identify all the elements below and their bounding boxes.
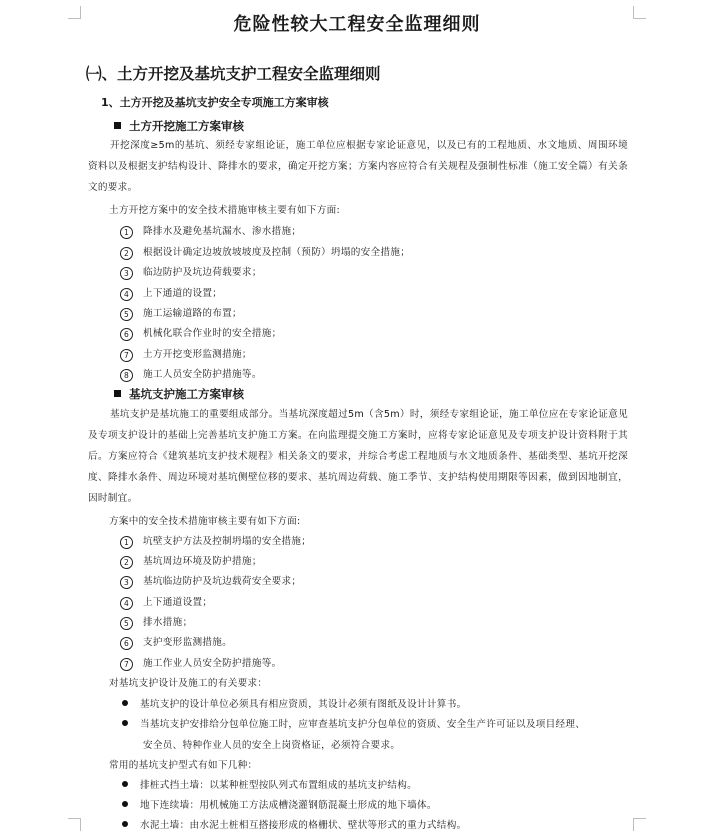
- circled-number: 7: [120, 658, 133, 671]
- list-item: 2 根据设计确定边坡放坡坡度及控制（预防）坍塌的安全措施；: [120, 244, 410, 260]
- paragraph-excavation: 开挖深度≥5m的基坑、须经专家组论证，施工单位应根据专家论证意见，以及已有的工程地质、水文地质、周围环境资料以及根据支护结构设计、降排水的要求，确定开挖方案；方案内容应符合有关规程及强制性标准（施工安全篇）有关条文的要求。: [88, 140, 628, 193]
- round-bullet-icon: [122, 821, 128, 827]
- circled-number: 7: [120, 349, 133, 362]
- circled-number: 1: [120, 226, 133, 239]
- list-item: 3 临边防护及坑边荷载要求；: [120, 264, 262, 280]
- bullet-item-continuation: 安全员、特种作业人员的安全上岗资格证，必须符合要求。: [143, 740, 401, 751]
- page-corner-mark: [68, 818, 81, 831]
- list-item: 3 基坑临边防护及坑边载荷安全要求；: [120, 573, 301, 589]
- list-intro: 土方开挖方案中的安全技术措施审核主要有如下方面:: [109, 205, 341, 216]
- circled-number: 4: [120, 597, 133, 610]
- bullet-item: 水泥土墙：由水泥土桩相互搭接形成的格栅状、壁状等形式的重力式结构。: [120, 817, 467, 831]
- circled-number: 8: [120, 369, 133, 382]
- circled-number: 3: [120, 576, 133, 589]
- list-item: 1 降排水及避免基坑漏水、渗水措施；: [120, 223, 301, 239]
- bullet-item: 当基坑支护安排给分包单位施工时，应审查基坑支护分包单位的资质、安全生产许可证以及项目经理、: [120, 716, 585, 730]
- list-item: 7 施工作业人员安全防护措施等。: [120, 655, 282, 671]
- round-bullet-icon: [122, 720, 128, 726]
- bullet-item: 地下连续墙：用机械施工方法成槽浇灌钢筋混凝土形成的地下墙体。: [120, 797, 437, 811]
- subsection-heading: 1、土方开挖及基坑支护安全专项施工方案审核: [101, 96, 329, 109]
- requirements-intro: 对基坑支护设计及施工的有关要求：: [109, 678, 268, 689]
- list-item: 5 施工运输道路的布置；: [120, 305, 242, 321]
- circled-number: 4: [120, 288, 133, 301]
- round-bullet-icon: [122, 801, 128, 807]
- square-bullet-icon: [114, 390, 121, 397]
- list-item: 8 施工人员安全防护措施等。: [120, 366, 262, 382]
- paragraph-support: 基坑支护是基坑施工的重要组成部分。当基坑深度超过5m（含5m）时，须经专家组论证，施工单位应在专家论证意见及专项支护设计的基础上完善基坑支护施工方案。在向监理提交施工方案时，应将专家论证意见及专项支护设计资料附于其后。方案应符合《建筑基坑支护技术规程》相关条文的要求，并综合考虑工程地质与水文地质条件、基础类型、基坑开挖深度、降排水条件、周边环境对基坑侧壁位移的要求、基坑周边荷载、施工季节、支护结构使用期限等因素，做到因地制宜，因时制宜。: [88, 409, 628, 504]
- list-item: 6 机械化联合作业时的安全措施；: [120, 325, 282, 341]
- list-item: 7 土方开挖变形监测措施；: [120, 346, 252, 362]
- list-item: 4 上下通道的设置；: [120, 285, 222, 301]
- round-bullet-icon: [122, 781, 128, 787]
- list-item: 2 基坑周边环境及防护措施；: [120, 553, 262, 569]
- circled-number: 5: [120, 617, 133, 630]
- square-bullet-icon: [114, 122, 121, 129]
- bullet-item: 排桩式挡土墙：以某种桩型按队列式布置组成的基坑支护结构。: [120, 777, 417, 791]
- page-corner-mark: [633, 818, 646, 831]
- section-heading: ㈠、土方开挖及基坑支护工程安全监理细则: [86, 65, 381, 83]
- circled-number: 6: [120, 328, 133, 341]
- document-title: 危险性较大工程安全监理细则: [233, 14, 481, 35]
- circled-number: 5: [120, 308, 133, 321]
- list-item: 1 坑壁支护方法及控制坍塌的安全措施；: [120, 533, 311, 549]
- list-intro: 方案中的安全技术措施审核主要有如下方面:: [109, 516, 301, 527]
- circled-number: 6: [120, 637, 133, 650]
- round-bullet-icon: [122, 700, 128, 706]
- sub-heading-support: 基坑支护施工方案审核: [114, 386, 244, 402]
- sub-heading-excavation: 土方开挖施工方案审核: [114, 118, 244, 134]
- bullet-item: 基坑支护的设计单位必须具有相应资质，其设计必须有图纸及设计计算书。: [120, 696, 467, 710]
- circled-number: 2: [120, 556, 133, 569]
- circled-number: 3: [120, 267, 133, 280]
- types-intro: 常用的基坑支护型式有如下几种：: [109, 760, 258, 771]
- circled-number: 1: [120, 536, 133, 549]
- list-item: 4 上下通道设置；: [120, 594, 212, 610]
- circled-number: 2: [120, 247, 133, 260]
- list-item: 5 排水措施；: [120, 614, 192, 630]
- list-item: 6 支护变形监测措施。: [120, 634, 232, 650]
